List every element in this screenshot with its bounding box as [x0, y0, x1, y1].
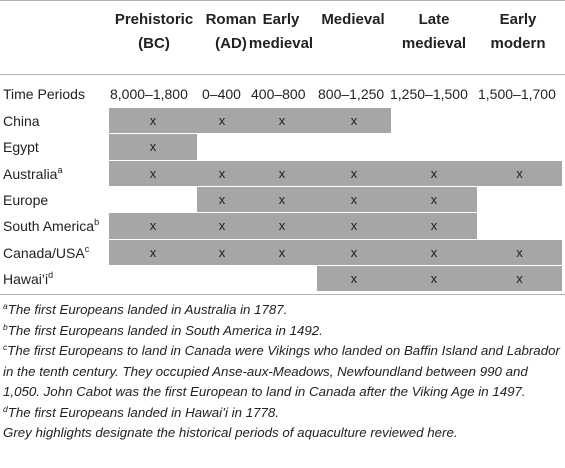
column-header-line: modern: [490, 35, 546, 52]
period-mark: x: [278, 191, 286, 207]
footnote-text: The first Europeans landed in South America in 1492.: [7, 322, 323, 338]
period-mark: x: [516, 244, 523, 260]
row-label: [3, 191, 48, 209]
period-mark: x: [350, 191, 358, 207]
column-header-early-modern: [478, 8, 558, 56]
row-label-text: Egypt: [3, 139, 39, 156]
row-label-text: Hawai’i: [3, 270, 49, 287]
column-header-line: medieval: [401, 35, 467, 52]
period-early-medieval: 400–800: [251, 86, 306, 102]
period-mark: x: [278, 244, 286, 260]
row-label-text: Canada/USA: [3, 244, 85, 261]
period-medieval: 800–1,250: [318, 86, 385, 102]
column-header-medieval: [316, 8, 390, 32]
period-mark: x: [430, 270, 438, 286]
row-label-text: China: [3, 113, 40, 129]
period-roman: 0–400: [202, 86, 241, 102]
period-mark: x: [149, 139, 157, 155]
row-label: [3, 270, 53, 288]
column-header-line: (BC): [138, 35, 170, 52]
footnote: [3, 321, 561, 342]
row-label: [3, 217, 99, 235]
header-rule: [0, 74, 565, 75]
footnote: [3, 403, 561, 424]
column-header-line: (AD): [215, 35, 247, 52]
footnotes: [3, 300, 561, 444]
period-mark: x: [350, 165, 358, 181]
column-header-late-medieval: [396, 8, 472, 56]
period-early-modern: 1,500–1,700: [478, 86, 556, 102]
period-mark: x: [149, 165, 157, 181]
row-label: [3, 244, 89, 262]
period-prehistoric: 8,000–1,800: [110, 86, 188, 102]
period-mark: x: [218, 113, 226, 128]
period-mark: x: [278, 218, 286, 234]
table-bottom-rule: [0, 294, 565, 295]
column-header-line: Prehistoric: [114, 11, 194, 28]
period-mark: x: [350, 218, 358, 234]
row-label: [3, 165, 62, 183]
row-separator: [109, 291, 562, 292]
period-mark: x: [218, 218, 226, 234]
column-header-line: medieval: [248, 35, 314, 52]
column-header-early-medieval: [248, 8, 314, 56]
footnote-marker: b: [94, 217, 100, 228]
period-mark: x: [149, 218, 157, 234]
footnote-text: The first Europeans to land in Canada were Vikings who landed on Baffin Island and Labrador in the tenth century. They occupied Anse-aux-Meadows, Newfoundland between 990 and 1,050. John Cabot was the first European to land in Canada after the Viking Age in 1497.: [3, 343, 560, 399]
footnote-text: The first Europeans landed in Australia in 1787.: [7, 302, 288, 317]
highlight-cell: [109, 213, 477, 239]
footnote: [3, 423, 561, 444]
footnote-text: Grey highlights designate the historical periods of aquaculture reviewed here.: [3, 425, 458, 440]
footnote: [3, 341, 561, 403]
highlight-cell: [109, 161, 562, 187]
period-mark: x: [149, 244, 157, 260]
period-mark: x: [278, 165, 286, 181]
column-header-line: Late: [418, 11, 450, 28]
column-header-prehistoric: [111, 8, 197, 56]
period-mark: x: [350, 113, 358, 128]
column-header-line: Medieval: [321, 11, 385, 28]
column-header-line: Roman: [205, 11, 257, 28]
column-header-line: Early: [262, 11, 300, 28]
row-label: [3, 138, 39, 156]
footnote: [3, 300, 561, 321]
row-label: [3, 112, 40, 130]
period-mark: x: [278, 113, 286, 128]
time-periods-label: Time Periods: [3, 86, 85, 102]
footnote-text: The first Europeans landed in Hawai’i in 1778.: [7, 404, 280, 420]
period-mark: x: [218, 165, 226, 181]
period-late-medieval: 1,250–1,500: [390, 86, 468, 102]
row-label-text: Australia: [3, 165, 58, 182]
period-mark: x: [516, 165, 523, 181]
footnote-marker: d: [3, 403, 8, 414]
footnote-marker: d: [48, 269, 54, 280]
period-mark: x: [430, 244, 438, 260]
row-label-text: South America: [3, 218, 95, 235]
period-mark: x: [218, 244, 226, 260]
row-label-text: Europe: [3, 191, 49, 208]
footnote-marker: c: [3, 342, 8, 352]
period-mark: x: [218, 191, 226, 207]
period-mark: x: [350, 244, 358, 260]
highlight-cell: [109, 240, 562, 266]
period-mark: x: [350, 270, 358, 286]
period-mark: x: [516, 270, 523, 286]
table-top-rule: [0, 0, 565, 1]
period-mark: x: [149, 113, 157, 128]
period-mark: x: [430, 218, 438, 234]
footnote-marker: a: [57, 164, 63, 175]
footnote-marker: c: [84, 243, 90, 254]
period-mark: x: [430, 165, 438, 181]
footnote-marker: a: [3, 301, 8, 311]
column-header-line: Early: [499, 11, 537, 28]
footnote-marker: b: [3, 321, 8, 332]
period-mark: x: [430, 191, 438, 207]
